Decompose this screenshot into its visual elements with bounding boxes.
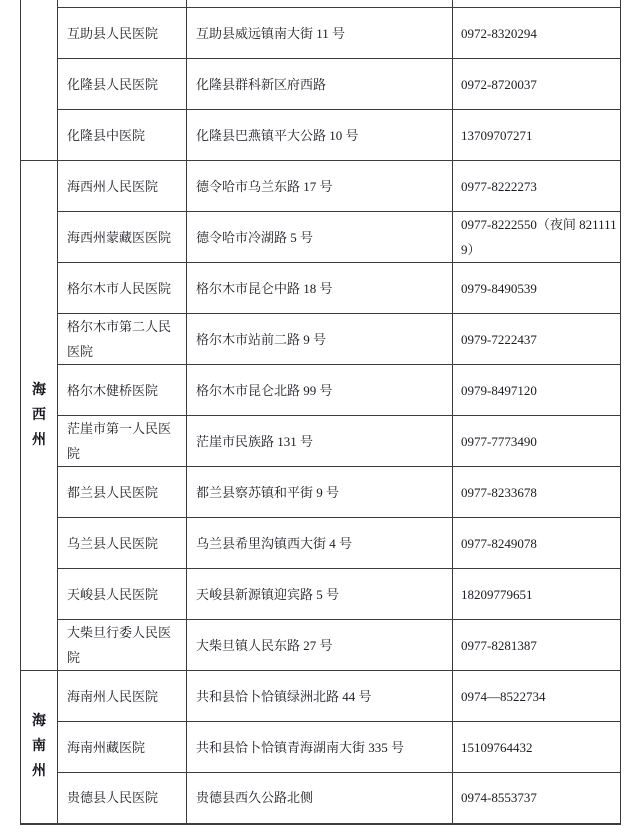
region-cell-continued: [21, 0, 58, 161]
phone-cell: 0974—8522734: [453, 671, 621, 722]
hospital-name-cell: 海南州人民医院: [58, 671, 187, 722]
phone-cell: 0972-8720037: [453, 59, 621, 110]
address-cell: 互助县威远镇南大街 11 号: [187, 8, 453, 59]
phone-cell: 0977-8249078: [453, 518, 621, 569]
address-cell: 大柴旦镇人民东路 27 号: [187, 620, 453, 671]
partial-cell: [453, 0, 621, 8]
hospital-name-cell: 海南州藏医院: [58, 722, 187, 773]
region-label: 海南州: [32, 714, 46, 780]
hospital-name-cell: 茫崖市第一人民医院: [58, 416, 187, 467]
table-row: [21, 110, 621, 161]
region-label: 海西州: [32, 383, 46, 448]
phone-cell: 15109764432: [453, 722, 621, 773]
table-row: [21, 671, 621, 722]
partial-cell: [187, 0, 453, 8]
hospital-directory-table: [20, 0, 621, 825]
table-row: [21, 314, 621, 365]
partial-cell: [58, 0, 187, 8]
address-cell: 乌兰县希里沟镇西大街 4 号: [187, 518, 453, 569]
hospital-name-cell: 化隆县中医院: [58, 110, 187, 161]
address-cell: 共和县恰卜恰镇青海湖南大街 335 号: [187, 722, 453, 773]
table-row: [21, 59, 621, 110]
table-row: [21, 8, 621, 59]
phone-cell: 0974-8553737: [453, 773, 621, 824]
phone-cell: 0977-8222273: [453, 161, 621, 212]
hospital-name-cell: 天峻县人民医院: [58, 569, 187, 620]
table-row: [21, 416, 621, 467]
hospital-name-cell: 海西州蒙藏医医院: [58, 212, 187, 263]
table-row: [21, 212, 621, 263]
hospital-name-cell: 都兰县人民医院: [58, 467, 187, 518]
address-cell: 德令哈市乌兰东路 17 号: [187, 161, 453, 212]
address-cell: 格尔木市昆仑中路 18 号: [187, 263, 453, 314]
phone-cell: 0979-7222437: [453, 314, 621, 365]
address-cell: 茫崖市民族路 131 号: [187, 416, 453, 467]
phone-cell: 0972-8320294: [453, 8, 621, 59]
table-row: [21, 773, 621, 824]
phone-cell: 13709707271: [453, 110, 621, 161]
address-cell: 天峻县新源镇迎宾路 5 号: [187, 569, 453, 620]
address-cell: 都兰县察苏镇和平街 9 号: [187, 467, 453, 518]
address-cell: 化隆县巴燕镇平大公路 10 号: [187, 110, 453, 161]
address-cell: 格尔木市站前二路 9 号: [187, 314, 453, 365]
hospital-name-cell: 贵德县人民医院: [58, 773, 187, 824]
table-row: [21, 620, 621, 671]
hospital-name-cell: 格尔木健桥医院: [58, 365, 187, 416]
table-row: [21, 263, 621, 314]
phone-cell: 18209779651: [453, 569, 621, 620]
table-row: [21, 161, 621, 212]
table-row: [21, 467, 621, 518]
table-row-partial: [21, 0, 621, 8]
phone-cell: 0979-8490539: [453, 263, 621, 314]
hospital-name-cell: 海西州人民医院: [58, 161, 187, 212]
region-cell-haixi: [21, 161, 58, 671]
table-row: [21, 722, 621, 773]
hospital-name-cell: 大柴旦行委人民医院: [58, 620, 187, 671]
hospital-name-cell: 格尔木市第二人民医院: [58, 314, 187, 365]
address-cell: 德令哈市冷湖路 5 号: [187, 212, 453, 263]
hospital-name-cell: 互助县人民医院: [58, 8, 187, 59]
address-cell: 贵德县西久公路北侧: [187, 773, 453, 824]
table-row: [21, 518, 621, 569]
hospital-name-cell: 乌兰县人民医院: [58, 518, 187, 569]
phone-cell: 0977-8222550（夜间 8211119）: [453, 212, 621, 263]
address-cell: 化隆县群科新区府西路: [187, 59, 453, 110]
hospital-name-cell: 格尔木市人民医院: [58, 263, 187, 314]
phone-cell: 0979-8497120: [453, 365, 621, 416]
hospital-directory-table-wrap: [20, 0, 621, 825]
address-cell: 格尔木市昆仑北路 99 号: [187, 365, 453, 416]
phone-cell: 0977-8281387: [453, 620, 621, 671]
hospital-name-cell: 化隆县人民医院: [58, 59, 187, 110]
table-row: [21, 569, 621, 620]
region-cell-hainan: [21, 671, 58, 824]
table-row: [21, 365, 621, 416]
phone-cell: 0977-7773490: [453, 416, 621, 467]
phone-cell: 0977-8233678: [453, 467, 621, 518]
address-cell: 共和县恰卜恰镇绿洲北路 44 号: [187, 671, 453, 722]
